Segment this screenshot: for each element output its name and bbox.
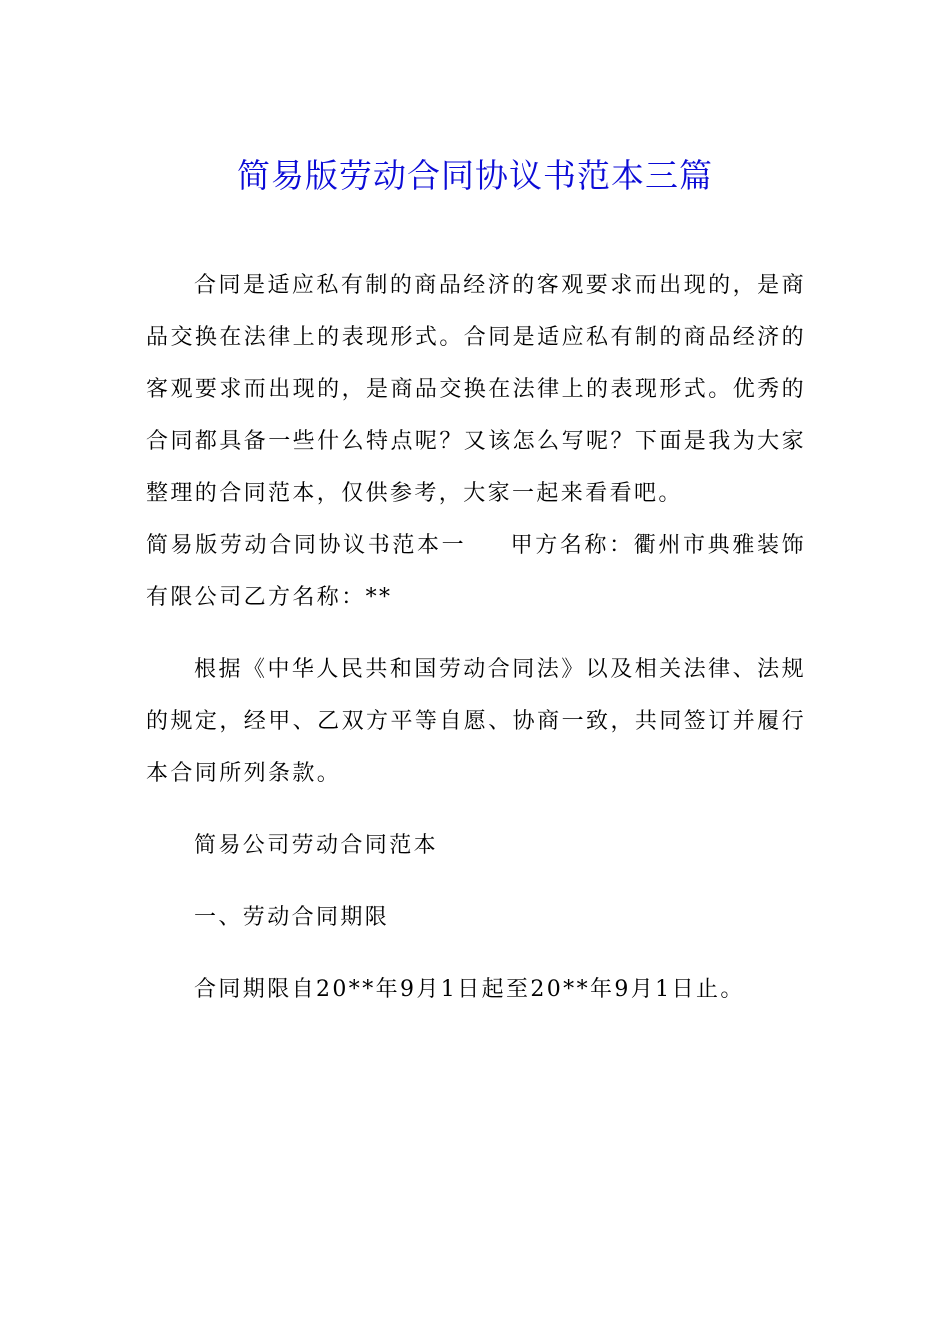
document-body <box>146 260 806 1016</box>
section-heading: 简易版劳动合同协议书范本一 <box>146 533 467 558</box>
intro-paragraph: 合同是适应私有制的商品经济的客观要求而出现的，是商品交换在法律上的表现形式。合同是适应私有制的商品经济的客观要求而出现的，是商品交换在法律上的表现形式。优秀的合同都具备一些什么特点呢？又该怎么写呢？下面是我为大家整理的合同范本，仅供参考，大家一起来看看吧。 <box>146 273 806 506</box>
party-line: 甲方名称：衢州市典雅装饰有限公司乙方名称：** <box>146 533 807 610</box>
clause-1-heading: 一、劳动合同期限 <box>194 905 390 930</box>
clause-1-text: 合同期限自20**年9月1日起至20**年9月1日止。 <box>194 977 745 1002</box>
subtitle: 简易公司劳动合同范本 <box>194 833 439 858</box>
paragraph-spacer <box>146 624 806 644</box>
document-title: 简易版劳动合同协议书范本三篇 <box>237 156 713 196</box>
paragraph-spacer <box>146 944 806 964</box>
paragraph-spacer <box>146 800 806 820</box>
basis-paragraph: 根据《中华人民共和国劳动合同法》以及相关法律、法规的规定，经甲、乙双方平等自愿、协商一致，共同签订并履行本合同所列条款。 <box>146 657 806 786</box>
paragraph-spacer <box>146 872 806 892</box>
section-one-paragraph <box>146 520 806 624</box>
